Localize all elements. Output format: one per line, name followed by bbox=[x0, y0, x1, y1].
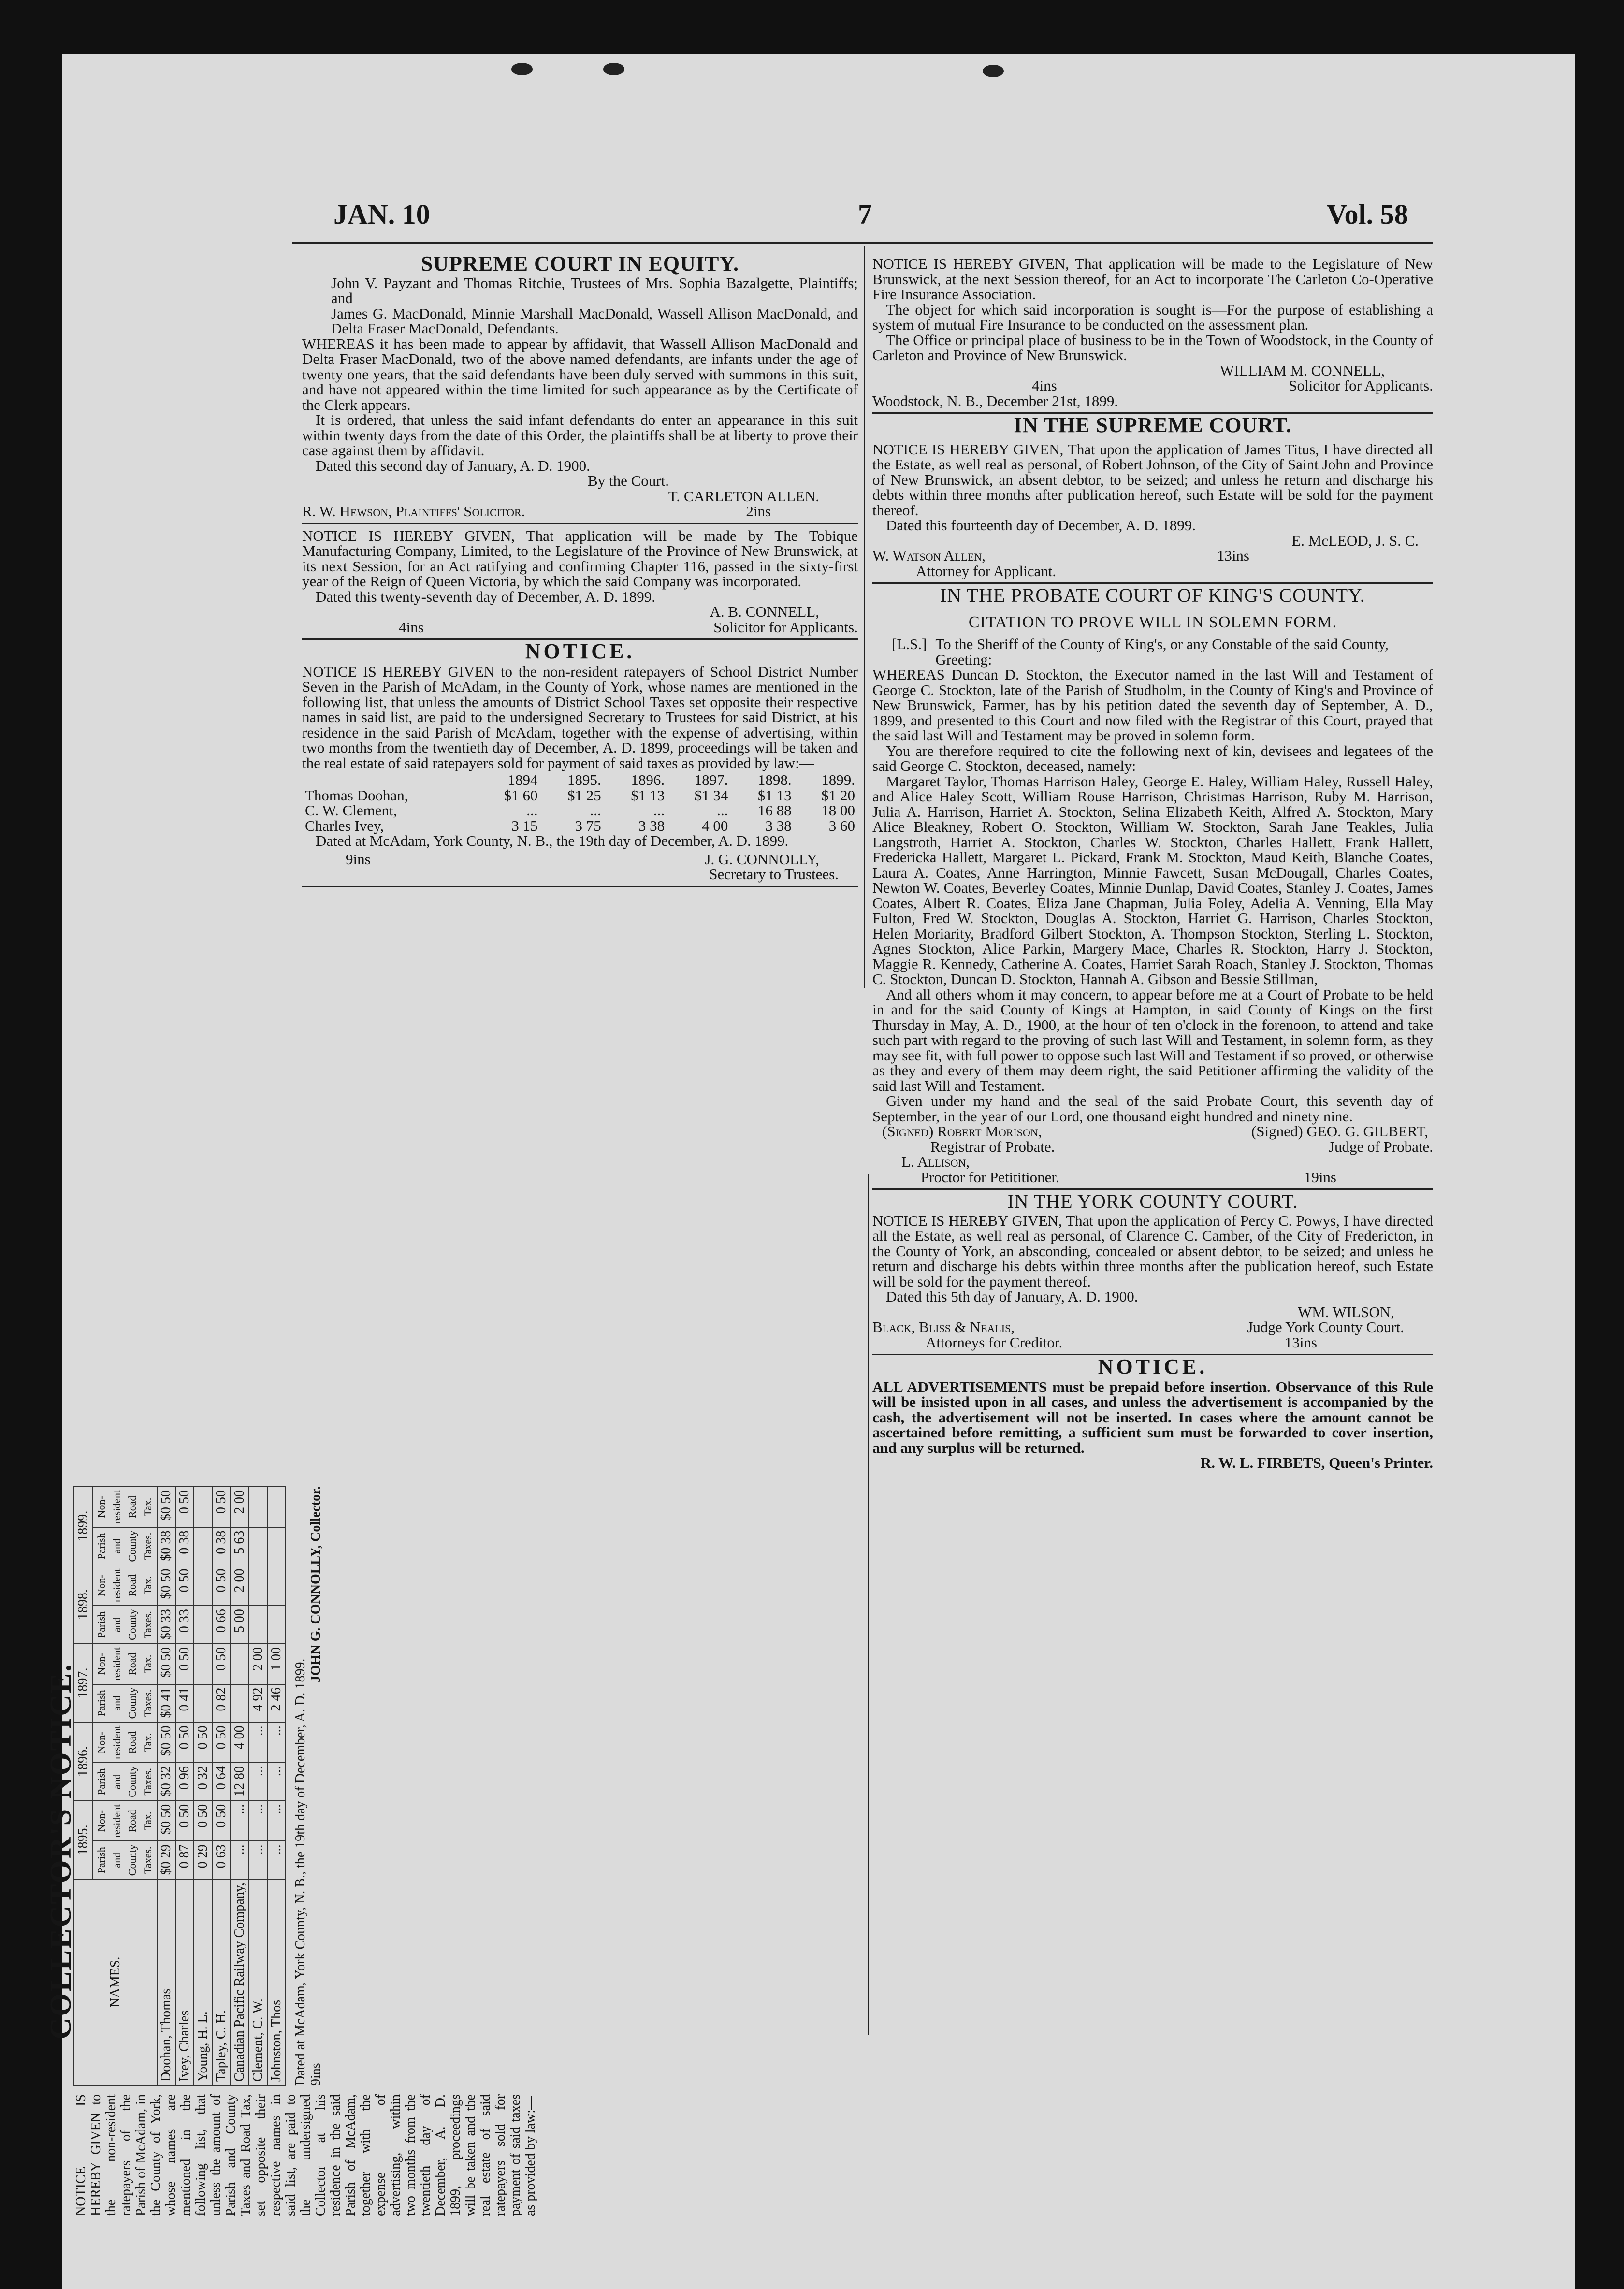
ads-notice-title: NOTICE. bbox=[1098, 1355, 1208, 1378]
tax-amount: 2 00 bbox=[231, 1565, 249, 1606]
tax-amount bbox=[194, 1487, 212, 1527]
tax-amount: ... bbox=[267, 1841, 286, 1879]
ratepayer-name: Ivey, Charles bbox=[175, 1879, 194, 2085]
right-column bbox=[872, 256, 1433, 1471]
tax-amount: $1 60 bbox=[504, 786, 538, 804]
tax-amount: 2 00 bbox=[249, 1644, 267, 1684]
collector-year-row bbox=[74, 1487, 92, 2085]
collector-year-header: 1898. bbox=[74, 1565, 92, 1643]
tax-amount: ... bbox=[267, 1801, 286, 1841]
tax-amount: $1 34 bbox=[694, 786, 728, 804]
probate-body-2: You are therefore required to cite the following next of kin, devisees and legatees of the said George C. Stockton, deceased, namely: bbox=[872, 742, 1433, 774]
york-ins: 13ins bbox=[1284, 1333, 1317, 1351]
mcadam-role: Secretary to Trustees. bbox=[709, 866, 839, 883]
queens-printer: R. W. L. FIRBETS, Queen's Printer. bbox=[1200, 1454, 1433, 1471]
tax-amount: 0 50 bbox=[212, 1722, 231, 1763]
york-firm-role: Attorneys for Creditor. bbox=[926, 1333, 1063, 1351]
probate-judge-role: Judge of Probate. bbox=[1328, 1138, 1433, 1155]
tax-amount: 0 50 bbox=[212, 1487, 231, 1527]
fire-ins-place: Woodstock, N. B., December 21st, 1899. bbox=[872, 392, 1118, 409]
punch-hole bbox=[511, 63, 533, 75]
supreme-dated: Dated this fourteenth day of December, A. D. 1899. bbox=[886, 517, 1196, 534]
ratepayer-name: Tapley, C. H. bbox=[212, 1879, 231, 2085]
tax-amount: 0 50 bbox=[212, 1801, 231, 1841]
tax-amount: ... bbox=[653, 802, 665, 819]
mcadam-name: J. G. CONNOLLY, bbox=[705, 850, 819, 868]
header-rule bbox=[292, 242, 1433, 244]
tax-amount: $0 50 bbox=[157, 1487, 175, 1527]
tax-amount: $1 25 bbox=[567, 786, 601, 804]
tax-amount: ... bbox=[590, 802, 601, 819]
fire-ins-body-3: The Office or principal place of business to be in the Town of Woodstock, in the County of Carleton and Province of New Brunswick. bbox=[872, 331, 1433, 363]
york-body: NOTICE IS HEREBY GIVEN, That upon the application of Percy C. Powys, I have directed all the Estate, as well real as personal, of Clarence C. Camber, of the City of Fredericton, in the County of York, an absconding, concealed or absent debtor, to be seized; and unless he return and discharge his debts within three months after the publication hereof, such Estate will be sold for the payment thereof. bbox=[872, 1212, 1433, 1290]
collector-year-header: 1899. bbox=[74, 1487, 92, 1565]
punch-hole bbox=[983, 65, 1004, 77]
collector-tax-type-header: Parish and County Taxes. bbox=[92, 1684, 157, 1723]
table-row bbox=[249, 1487, 267, 2085]
tax-amount: 0 50 bbox=[212, 1565, 231, 1606]
ratepayer-name: Thomas Doohan, bbox=[305, 786, 408, 804]
tax-amount: 12 80 bbox=[231, 1763, 249, 1801]
tax-amount: 0 29 bbox=[194, 1841, 212, 1879]
school-tax-year-header: 1898. bbox=[757, 771, 792, 788]
equity-by-court: By the Court. bbox=[588, 472, 669, 489]
equity-title: SUPREME COURT IN EQUITY. bbox=[420, 252, 740, 275]
york-dated: Dated this 5th day of January, A. D. 1900. bbox=[886, 1288, 1138, 1305]
tax-amount: 0 82 bbox=[212, 1684, 231, 1723]
tax-amount: 0 33 bbox=[175, 1606, 194, 1644]
punch-hole bbox=[603, 63, 624, 75]
tax-amount: 0 50 bbox=[175, 1644, 194, 1684]
divider bbox=[302, 523, 858, 524]
probate-names: Margaret Taylor, Thomas Harrison Haley, George E. Haley, William Haley, Russell Haley, and Alice Haley Scott, William Rouse Harrison, Christmas Harrison, Ruby M. Harrison, Julia A. Harrison, Harriet A. Stockton, Selina Elizabeth Keith, Alfred A. Stockton, Mary Alice Bleakney, Robert O. Stockton, William W. Stockton, Sarah Jane Teakles, Julia Langstroth, Harriet A. Stockton, Charles W. Stockton, Charles Hallett, Frank Hallett, Fredericka Hallett, Margaret L. Pickard, Frank M. Stockton, Maud Keith, Blanche Coates, Laura A. Coates, Anne Harrington, Minnie Fawcett, Susan McDougall, Charles Coates, Newton W. Coates, Beverley Coates, Minnie Dunlap, David Coates, Stanley J. Coates, James Coates, Albert R. Coates, Eliza Jane Chapman, Julia Foley, Adelia A. Venning, Ella May Fulton, Fred W. Stockton, Douglas A. Stockton, Harriet G. Harrison, Charles Stockton, Helen Moriarity, Bradford Gilbert Stockton, A. Thompson Stockton, Sterling L. Stockton, Agnes Stockton, Alice Parkin, Margery Mace, Charles R. Stockton, Harry J. Stockton, Maggie R. Kennedy, Catherine A. Coates, Harriet Sarah Roach, Stanley J. Stockton, Thomas C. Stockton, Duncan D. Stockton, Hannah A. Gibson and Bessie Stillman, bbox=[872, 772, 1433, 987]
table-row bbox=[302, 788, 858, 803]
tax-amount: 5 63 bbox=[231, 1527, 249, 1565]
tax-amount: ... bbox=[249, 1722, 267, 1763]
tax-amount: 0 32 bbox=[194, 1763, 212, 1801]
tax-amount bbox=[194, 1565, 212, 1606]
probate-title: IN THE PROBATE COURT OF KING'S COUNTY. bbox=[940, 584, 1365, 606]
school-tax-year-header: 1895. bbox=[567, 771, 601, 788]
tax-amount: $1 20 bbox=[821, 786, 855, 804]
school-tax-table bbox=[302, 772, 858, 833]
probate-ins: 19ins bbox=[1304, 1168, 1336, 1186]
tax-amount: ... bbox=[526, 802, 538, 819]
ratepayer-name: Charles Ivey, bbox=[305, 817, 384, 834]
tax-amount: $0 50 bbox=[157, 1722, 175, 1763]
equity-body-1: WHEREAS it has been made to appear by affidavit, that Wassell Allison MacDonald and Delta Fraser MacDonald, two of the above named defendants, are infants under the age of twenty one years, that the said defendants have been duly served with summons in this suit, and have not appeared within the time limited for such appearance as by the Certificate of the Clerk appears. bbox=[302, 335, 858, 413]
probate-subtitle: CITATION TO PROVE WILL IN SOLEMN FORM. bbox=[968, 613, 1337, 631]
table-row bbox=[302, 818, 858, 834]
collector-tax-table bbox=[73, 1486, 286, 2086]
tax-amount: $0 50 bbox=[157, 1644, 175, 1684]
tax-amount: $0 29 bbox=[157, 1841, 175, 1879]
collector-tax-type-header: Non-resident Road Tax. bbox=[92, 1565, 157, 1606]
equity-dated: Dated this second day of January, A. D. 1900. bbox=[316, 457, 590, 474]
equity-body-2: It is ordered, that unless the said infant defendants do enter an appearance in this suit within twenty days from the date of this Order, the plaintiffs shall be at liberty to prove their case against them by affidavit. bbox=[302, 411, 858, 459]
tax-amount: ... bbox=[249, 1841, 267, 1879]
equity-ins: 2ins bbox=[746, 503, 771, 520]
tax-amount: ... bbox=[249, 1801, 267, 1841]
table-row bbox=[302, 803, 858, 818]
tobique-role: Solicitor for Applicants. bbox=[713, 618, 858, 636]
collector-names-header: NAMES. bbox=[74, 1879, 157, 2085]
divider bbox=[872, 1188, 1433, 1190]
tax-amount bbox=[194, 1527, 212, 1565]
school-tax-name-header bbox=[302, 772, 477, 788]
collector-tax-type-header: Non-resident Road Tax. bbox=[92, 1644, 157, 1684]
tax-amount: 0 50 bbox=[175, 1801, 194, 1841]
collector-tax-type-header: Non-resident Road Tax. bbox=[92, 1722, 157, 1763]
probate-seal: [L.S.] bbox=[892, 636, 927, 652]
school-tax-year-header: 1897. bbox=[694, 771, 728, 788]
tax-amount: 16 88 bbox=[757, 802, 792, 819]
supreme-ins: 13ins bbox=[1217, 547, 1249, 564]
tax-amount bbox=[267, 1606, 286, 1644]
collector-body: NOTICE IS HEREBY GIVEN to the non-resident ratepayers of the Parish of McAdam, in the County of York, whose names are mentioned in the following list, that unless the amount of Parish and County Taxes and Road Tax, set opposite their respective names in said list, are paid to the undersigned Collector at his residence in the said Parish of McAdam, together with the expense of advertising, within two months from the twentieth day of December, A. D. 1899, proceedings will be taken and the real estate of said ratepayers sold for payment of said taxes as provided by law:— bbox=[73, 2094, 538, 2216]
page-number: 7 bbox=[858, 199, 872, 230]
tax-amount bbox=[267, 1487, 286, 1527]
probate-registrar-role: Registrar of Probate. bbox=[930, 1138, 1055, 1155]
collector-year-header: 1895. bbox=[74, 1801, 92, 1879]
table-row bbox=[212, 1487, 231, 2085]
tobique-name: A. B. CONNELL, bbox=[710, 603, 819, 620]
tax-amount: $0 33 bbox=[157, 1606, 175, 1644]
tax-amount: ... bbox=[717, 802, 728, 819]
collector-tax-type-header: Parish and County Taxes. bbox=[92, 1606, 157, 1644]
tax-amount bbox=[194, 1684, 212, 1723]
tax-amount bbox=[231, 1644, 249, 1684]
supreme-role: Attorney for Applicant. bbox=[916, 562, 1057, 579]
tax-amount: 0 63 bbox=[212, 1841, 231, 1879]
probate-proctor-role: Proctor for Petititioner. bbox=[921, 1168, 1059, 1186]
tax-amount: 3 75 bbox=[575, 817, 601, 834]
supreme-judge: E. McLEOD, J. S. C. bbox=[1291, 532, 1419, 549]
table-row bbox=[194, 1487, 212, 2085]
tax-amount: 0 50 bbox=[194, 1801, 212, 1841]
tax-amount bbox=[249, 1527, 267, 1565]
tax-amount: $0 50 bbox=[157, 1801, 175, 1841]
tax-amount: 4 92 bbox=[249, 1684, 267, 1723]
tobique-dated: Dated this twenty-seventh day of December, A. D. 1899. bbox=[316, 588, 655, 605]
probate-signed-registrar: (Signed) Robert Morison, bbox=[882, 1123, 1042, 1140]
mcadam-ins: 9ins bbox=[346, 850, 371, 868]
collector-signed: JOHN G. CONNOLLY, Collector. bbox=[308, 1486, 323, 1683]
collector-title: COLLECTOR'S NOTICE. bbox=[44, 1663, 77, 2040]
tax-amount: 0 38 bbox=[212, 1527, 231, 1565]
probate-signed-judge: (Signed) GEO. G. GILBERT, bbox=[1251, 1123, 1428, 1140]
table-row bbox=[267, 1487, 286, 2085]
supreme-attorney: W. Watson Allen, bbox=[872, 547, 986, 564]
supreme-title: IN THE SUPREME COURT. bbox=[1014, 413, 1292, 437]
tax-amount: 0 50 bbox=[194, 1722, 212, 1763]
tax-amount: $0 41 bbox=[157, 1684, 175, 1723]
collector-year-header: 1896. bbox=[74, 1722, 92, 1800]
tax-amount: 1 00 bbox=[267, 1644, 286, 1684]
probate-body-1: WHEREAS Duncan D. Stockton, the Executor named in the last Will and Testament of George C. Stockton, late of the Parish of Studholm, in the County of King's and Province of New Brunswick, Farmer, has by his petition dated the seventh day of September, A. D., 1899, and presented to this Court and now filed with the Registrar of this Court, prayed that the said last Will and Testament may be proved in solemn form. bbox=[872, 666, 1433, 744]
tax-amount: 2 46 bbox=[267, 1684, 286, 1723]
equity-parties-1: John V. Payzant and Thomas Ritchie, Trustees of Mrs. Sophia Bazalgette, Plaintiffs; and bbox=[331, 274, 858, 306]
tax-amount: 3 38 bbox=[638, 817, 665, 834]
tax-amount bbox=[194, 1606, 212, 1644]
collector-year-header: 1897. bbox=[74, 1644, 92, 1722]
tax-amount: 0 50 bbox=[212, 1644, 231, 1684]
tax-amount: 0 50 bbox=[175, 1487, 194, 1527]
school-tax-year-header: 1896. bbox=[631, 771, 665, 788]
table-row bbox=[157, 1487, 175, 2085]
tax-amount: 0 87 bbox=[175, 1841, 194, 1879]
equity-judge: T. CARLETON ALLEN. bbox=[668, 487, 819, 505]
collector-tax-type-header: Parish and County Taxes. bbox=[92, 1841, 157, 1879]
school-tax-year-header: 1894 bbox=[508, 771, 538, 788]
fire-ins-role: Solicitor for Applicants. bbox=[1289, 377, 1433, 394]
tax-amount: $0 50 bbox=[157, 1565, 175, 1606]
fire-ins-body-1: NOTICE IS HEREBY GIVEN, That application will be made to the Legislature of New Brunswick, at the next Session thereof, for an Act to incorporate The Carleton Co-Operative Fire Insurance Association. bbox=[872, 255, 1433, 303]
tax-amount: 3 38 bbox=[765, 817, 792, 834]
ratepayer-name: Johnston, Thos bbox=[267, 1879, 286, 2085]
mcadam-dated: Dated at McAdam, York County, N. B., the 19th day of December, A. D. 1899. bbox=[316, 832, 789, 849]
fire-ins-body-2: The object for which said incorporation is sought is—For the purpose of establishing a system of mutual Fire Insurance to be conducted on the assessment plan. bbox=[872, 301, 1433, 333]
collector-tax-type-header: Parish and County Taxes. bbox=[92, 1527, 157, 1565]
volume-number: Vol. 58 bbox=[1327, 199, 1408, 230]
tax-amount: ... bbox=[249, 1763, 267, 1801]
table-row bbox=[175, 1487, 194, 2085]
tax-amount: 3 15 bbox=[511, 817, 538, 834]
ratepayer-name: Canadian Pacific Railway Company, bbox=[231, 1879, 249, 2085]
fire-ins-ins: 4ins bbox=[1032, 377, 1057, 394]
tax-amount bbox=[249, 1565, 267, 1606]
tax-amount: ... bbox=[231, 1841, 249, 1879]
column-divider bbox=[868, 1174, 869, 2035]
tax-amount: 0 41 bbox=[175, 1684, 194, 1723]
tax-amount: $1 13 bbox=[757, 786, 792, 804]
column-divider bbox=[864, 246, 865, 988]
tax-amount bbox=[267, 1527, 286, 1565]
york-judge-role: Judge York County Court. bbox=[1247, 1318, 1404, 1335]
fire-ins-name: WILLIAM M. CONNELL, bbox=[1220, 362, 1385, 379]
ratepayer-name: C. W. Clement, bbox=[305, 802, 397, 819]
ads-notice-body: ALL ADVERTISEMENTS must be prepaid before insertion. Observance of this Rule will be insisted upon in all cases, and unless the advertisement is accompanied by the cash, the advertisement will not be inserted. In cases where the amount cannot be ascertained before remitting, a sufficient sum must be forwarded to cover insertion, and any surplus will be returned. bbox=[872, 1378, 1433, 1456]
tax-amount: 2 00 bbox=[231, 1487, 249, 1527]
tax-amount: 0 50 bbox=[175, 1565, 194, 1606]
tax-amount: ... bbox=[231, 1801, 249, 1841]
collector-ins: 9ins bbox=[308, 2063, 323, 2086]
ratepayer-name: Clement, C. W. bbox=[249, 1879, 267, 2085]
tax-amount: $0 38 bbox=[157, 1527, 175, 1565]
issue-date: JAN. 10 bbox=[334, 199, 430, 230]
collector-tax-type-header: Non-resident Road Tax. bbox=[92, 1487, 157, 1527]
tax-amount: $0 32 bbox=[157, 1763, 175, 1801]
probate-proctor: L. Allison, bbox=[901, 1153, 970, 1170]
probate-body-3: And all others whom it may concern, to appear before me at a Court of Probate to be held in and for the said County of Kings at Hampton, in said County of Kings on the first Thursday in May, A. D., 1900, at the hour of ten o'clock in the forenoon, to attend and take such part with regard to the proving of such last Will and Testament, in solemn form, as they may see fit, with full power to oppose such last Will and Testament if so proved, or otherwise as they and every of them may deem right, the said Petitioner affirming the validity of the said last Will and Testament. bbox=[872, 985, 1433, 1094]
divider bbox=[302, 886, 858, 887]
tax-amount: 5 00 bbox=[231, 1606, 249, 1644]
school-tax-header-row bbox=[302, 772, 858, 788]
probate-body-4: Given under my hand and the seal of the said Probate Court, this seventh day of September, in the year of our Lord, one thousand eight hundred and ninety nine. bbox=[872, 1092, 1433, 1125]
tax-amount bbox=[194, 1644, 212, 1684]
left-column bbox=[302, 252, 858, 891]
tax-amount: 3 60 bbox=[828, 817, 855, 834]
tobique-ins: 4ins bbox=[399, 618, 424, 636]
mcadam-notice-title: NOTICE. bbox=[525, 639, 635, 663]
table-row bbox=[231, 1487, 249, 2085]
mcadam-notice-body: NOTICE IS HEREBY GIVEN to the non-resident ratepayers of School District Number Seven in the Parish of McAdam, in the County of York, whose names are mentioned in the following list, that unless the amounts of District School Taxes set opposite their respective names in said list, are paid to the undersigned Secretary to Trustees for said District, at his residence in the said Parish of McAdam, together with the expense of advertising, within two months from the twentieth day of December, A. D. 1899, proceedings will be taken and the real estate of said ratepayers sold for payment of said taxes as provided by law:— bbox=[302, 663, 858, 771]
tax-amount bbox=[231, 1684, 249, 1723]
york-title: IN THE YORK COUNTY COURT. bbox=[1007, 1190, 1298, 1212]
collector-tax-type-header: Non-resident Road Tax. bbox=[92, 1801, 157, 1841]
tax-amount bbox=[249, 1606, 267, 1644]
collector-tax-type-header: Parish and County Taxes. bbox=[92, 1763, 157, 1801]
york-firm: Black, Bliss & Nealis, bbox=[872, 1318, 1015, 1335]
tax-amount: 0 38 bbox=[175, 1527, 194, 1565]
supreme-body: NOTICE IS HEREBY GIVEN, That upon the application of James Titus, I have directed all the Estate, as well real as personal, of Robert Johnson, of the City of Saint John and Province of New Brunswick, an absent debtor, to be seized; and unless he return and discharge his debts within three months after publication hereof, such Estate will be sold for the payment thereof. bbox=[872, 440, 1433, 519]
tax-amount: 18 00 bbox=[821, 802, 855, 819]
divider bbox=[872, 582, 1433, 584]
equity-solicitor: R. W. Hewson, Plaintiffs' Solicitor. bbox=[302, 503, 525, 520]
collector-dated: Dated at McAdam, York County, N. B., the 19th day of December, A. D. 1899. bbox=[293, 1658, 308, 2086]
york-judge: WM. WILSON, bbox=[1297, 1303, 1394, 1320]
tax-amount bbox=[267, 1565, 286, 1606]
tobique-body: NOTICE IS HEREBY GIVEN, That application will be made by The Tobique Manufacturing Company, Limited, to the Legislature of the Province of New Brunswick, at its next Session, for an Act ratifying and confirming Chapter 116, passed in the sixty-first year of the Reign of Queen Victoria, by which the said Company was incorporated. bbox=[302, 527, 858, 590]
tax-amount: 0 66 bbox=[212, 1606, 231, 1644]
tax-amount: 4 00 bbox=[231, 1722, 249, 1763]
tax-amount: $1 13 bbox=[631, 786, 665, 804]
collectors-notice bbox=[44, 1486, 538, 2216]
school-tax-year-header: 1899. bbox=[821, 771, 855, 788]
tax-amount: 0 96 bbox=[175, 1763, 194, 1801]
tax-amount: 0 64 bbox=[212, 1763, 231, 1801]
tax-amount: ... bbox=[267, 1722, 286, 1763]
ratepayer-name: Young, H. L. bbox=[194, 1879, 212, 2085]
probate-address: To the Sheriff of the County of King's, or any Constable of the said County, Greeting: bbox=[935, 636, 1389, 668]
ratepayer-name: Doohan, Thomas bbox=[157, 1879, 175, 2085]
tax-amount: ... bbox=[267, 1763, 286, 1801]
tax-amount: 0 50 bbox=[175, 1722, 194, 1763]
tax-amount: 4 00 bbox=[702, 817, 728, 834]
tax-amount bbox=[249, 1487, 267, 1527]
equity-parties-2: James G. MacDonald, Minnie Marshall MacDonald, Wassell Allison MacDonald, and Delta Fraser MacDonald, Defendants. bbox=[331, 304, 858, 337]
